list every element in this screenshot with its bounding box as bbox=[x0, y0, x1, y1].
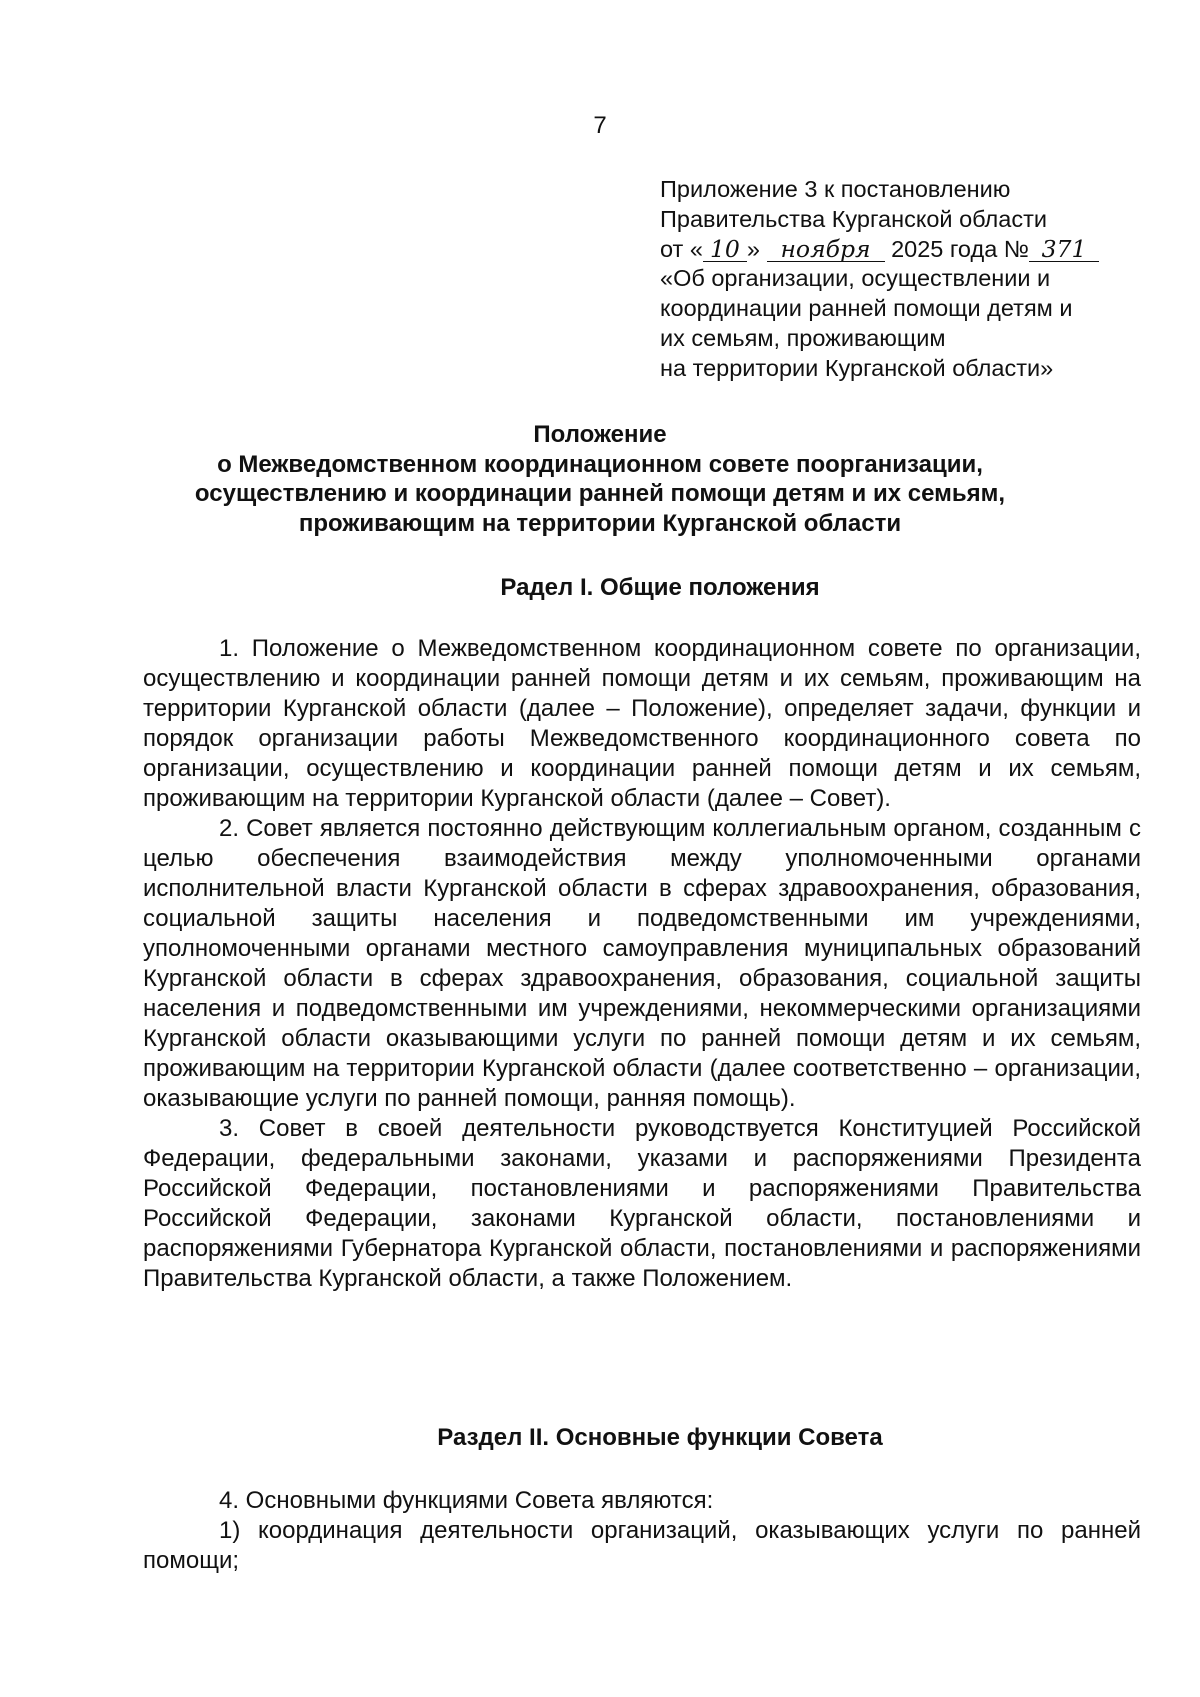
paragraph-2: 2. Совет является постоянно действующим коллегиальным органом, созданным с целью обеспечения взаимодействия между уполномоченными органами исполнительной власти Курганской области в сферах здравоохранения, образования, социальной защиты населения и подведомственными им учреждениями, уполномоченными органами местного самоуправления муниципальных образований Курганской области в сферах здравоохранения, образования, социальной защиты населения и подведомственными им учреждениями, некоммерческими организациями Курганской области оказывающими услуги по ранней помощи детям и их семьям, проживающим на территории Курганской области (далее соответственно – организации, оказывающие услуги по ранней помощи, ранняя помощь). bbox=[143, 815, 1141, 1112]
section-2-heading: Раздел II. Основные функции Совета bbox=[437, 1424, 883, 1451]
paragraph-4: 4. Основными функциями Совета являются: bbox=[219, 1487, 714, 1514]
title-line-3: осуществлению и координации ранней помощи детям и их семьям, bbox=[194, 480, 1006, 507]
appendix-line-6: их семьям, проживающим bbox=[660, 324, 946, 351]
date-prefix: от « bbox=[660, 235, 703, 262]
title-line-4: проживающим на территории Курганской области bbox=[298, 509, 902, 537]
year-text: 2025 года № bbox=[891, 235, 1029, 262]
paragraph-3: 3. Совет в своей деятельности руководствуется Конституцией Российской Федерации, федеральными законами, указами и распоряжениями Президента Российской Федерации, постановлениями и распоряжениями Правительства Российской Федерации, законами Курганской области, постановлениями и распоряжениями Губернатора Курганской области, постановлениями и распоряжениями Правительства Курганской области, а также Положением. bbox=[143, 1115, 1141, 1292]
appendix-header bbox=[660, 175, 1140, 384]
appendix-line-2: Правительства Курганской области bbox=[660, 205, 1047, 232]
page-number: 7 bbox=[593, 112, 607, 139]
appendix-line-1: Приложение 3 к постановлению bbox=[660, 176, 1011, 202]
handwritten-day: 10 bbox=[703, 237, 747, 262]
title-line-2: о Межведомственном координационном совете поорганизации, bbox=[217, 450, 983, 478]
appendix-line-7: на территории Курганской области» bbox=[660, 354, 1054, 381]
appendix-line-5: координации ранней помощи детям и bbox=[660, 295, 1073, 322]
title-line-1: Положение bbox=[533, 421, 667, 448]
date-mid: » bbox=[746, 235, 760, 262]
paragraph-5: 1) координация деятельности организаций, оказывающих услуги по ранней помощи; bbox=[143, 1517, 1141, 1574]
appendix-date-line bbox=[660, 235, 1140, 265]
section-2-body bbox=[143, 1486, 1141, 1576]
handwritten-number: 371 bbox=[1029, 237, 1099, 262]
paragraph-1: 1. Положение о Межведомственном координационном совете по организации, осуществлению и координации ранней помощи детям и их семьям, проживающим на территории Курганской области (далее – Положение), определяет задачи, функции и порядок организации работы Межведомственного координационного совета по организации, осуществлению и координации ранней помощи детям и их семьям, проживающим на территории Курганской области (далее – Совет). bbox=[143, 635, 1141, 812]
section-1-body bbox=[143, 634, 1141, 1294]
section-1-heading: Радел I. Общие положения bbox=[500, 574, 820, 601]
appendix-line-4: «Об организации, осуществлении и bbox=[660, 265, 1051, 292]
document-title bbox=[0, 420, 1200, 538]
handwritten-month: ноября bbox=[767, 237, 885, 262]
